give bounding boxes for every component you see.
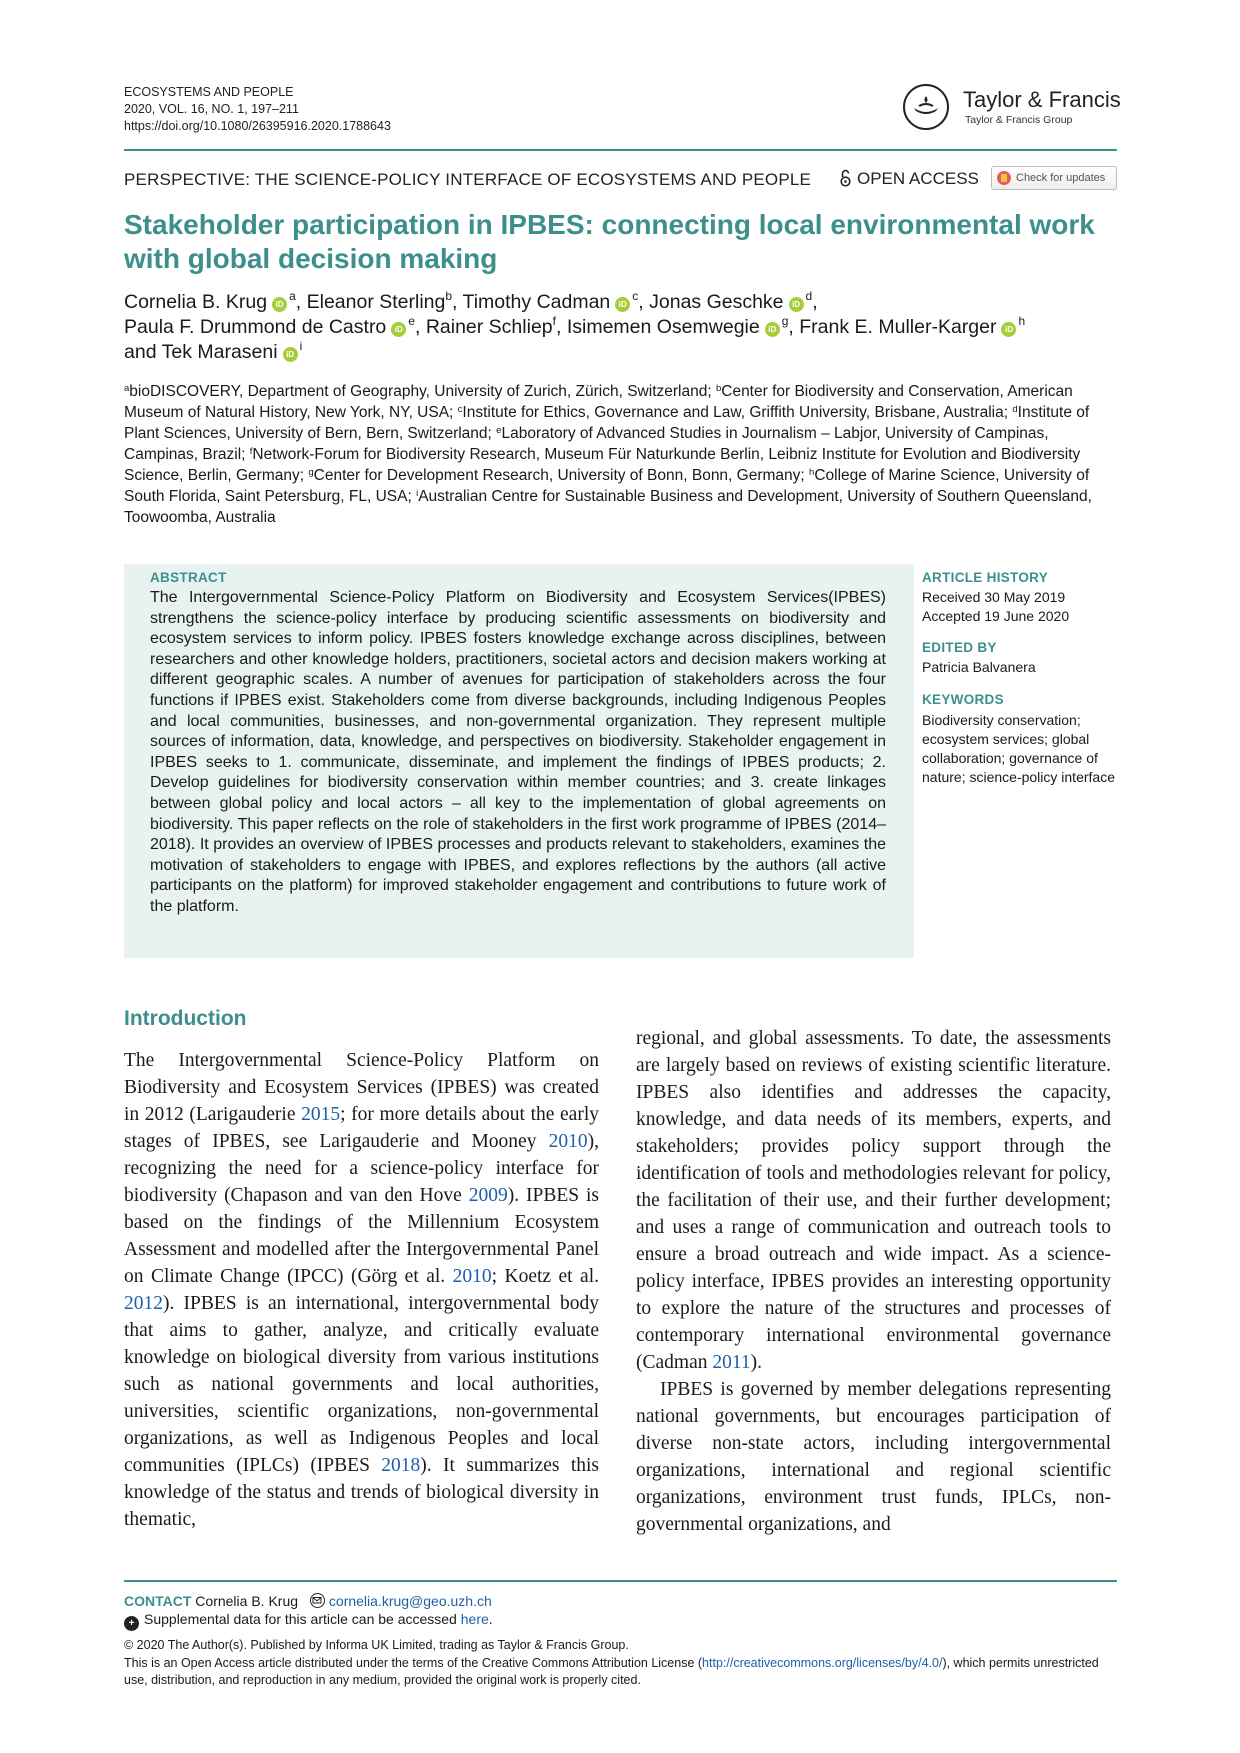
journal-doi[interactable]: https://doi.org/10.1080/26395916.2020.1788643 <box>124 119 391 133</box>
author-name: Frank E. Muller-Karger <box>799 316 997 338</box>
supplemental-line <box>124 1610 493 1631</box>
intro-paragraph-2: IPBES is governed by member delegations representing national governments, but encourages participation of diverse non-state actors, including intergovernmental organizations, international and regional scientific organizations, environment trust funds, IPLCs, non-governmental organizations, and <box>636 1379 1111 1535</box>
affiliation-marker: b <box>715 383 722 394</box>
journal-name: ECOSYSTEMS AND PEOPLE <box>124 85 294 99</box>
copyright-notice: © 2020 The Author(s). Published by Informa UK Limited, trading as Taylor & Francis Group. <box>124 1638 629 1652</box>
lamp-icon <box>903 84 949 130</box>
open-lock-icon <box>840 169 851 187</box>
orcid-icon[interactable]: iD <box>789 297 804 312</box>
body-text: ). It summarizes this knowledge of the status and trends of biological diversity in thematic, <box>124 1455 600 1530</box>
author-affiliation-marker: i <box>299 339 303 353</box>
author-affiliation-marker: g <box>781 314 789 328</box>
author-list: Cornelia B. Krug $iD^a$, Eleanor Sterling$^b$, Timothy Cadman $iD^c$, Jonas Geschke $iD^d$, Paula F. Drummond de Castro $iD^e$, Rainer Schliep$^f$, Isimemen Osemwegie $iD^g$, Frank E. Muller-Karger $iD^h$ and Tek Maraseni $iD^i$ <box>124 289 1026 363</box>
keywords-heading: KEYWORDS <box>922 692 1004 707</box>
publisher-group: Taylor & Francis Group <box>965 114 1073 126</box>
contact-label: CONTACT <box>124 1593 192 1609</box>
edited-by-heading: EDITED BY <box>922 640 997 655</box>
body-text: ). IPBES is based on the findings of the Millennium Ecosystem Assessment and modelled after the Intergovernmental Panel on Climate Change (IPCC) (Görg et al. <box>124 1185 599 1287</box>
orcid-icon[interactable]: iD <box>1001 322 1016 337</box>
license-text-end: ), which permits unrestricted use, distribution, and reproduction in any medium, provided the original work is properly cited. <box>124 1656 1099 1687</box>
citation-link[interactable]: 2009 <box>468 1185 508 1206</box>
journal-info <box>124 84 391 135</box>
check-for-updates-button[interactable] <box>991 166 1117 190</box>
affiliation-marker: c <box>457 404 463 415</box>
section-label: PERSPECTIVE: THE SCIENCE-POLICY INTERFACE OF ECOSYSTEMS AND PEOPLE <box>124 170 812 189</box>
intro-paragraph-1-continued <box>636 1025 1111 1376</box>
body-text: ; for more details about the early stages of IPBES, see Larigauderie and Mooney <box>124 1104 599 1152</box>
abstract-text: The Intergovernmental Science-Policy Platform on Biodiversity and Ecosystem Services(IPBES) strengthens the science-policy interface by producing scientific assessments on biodiversity and ecosystem services to inform policy. IPBES fosters knowledge exchange across disciplines, between researchers and other knowledge holders, practitioners, societal actors and decision makers working at different geographic scales. A number of avenues for participation of stakeholders across the four functions if IPBES exist. Stakeholders come from diverse backgrounds, including Indigenous Peoples and local communities, businesses, and non-governmental organization. They represent multiple sources of information, data, knowledge, and perspectives on biodiversity. Stakeholder engagement in IPBES seeks to 1. communicate, disseminate, and implement the findings of IPBES products; 2. Develop guidelines for biodiversity conservation within member countries; and 3. create linkages between global policy and local actors – all key to the implementation of global agreements on biodiversity. This paper reflects on the role of stakeholders in the first work programme of IPBES (2014–2018). It provides an overview of IPBES processes and products relevant to stakeholders, examines the motivation of stakeholders to engage with IPBES, and explores reflections by the authors (all active participants on the platform) for improved stakeholder engagement and contributions to future work of the platform. <box>150 589 886 915</box>
affiliation-text: Center for Biodiversity and Conservation, American Museum of Natural History, New York, NY, USA; <box>124 383 1073 421</box>
journal-issue: 2020, VOL. 16, NO. 1, 197–211 <box>124 102 299 116</box>
author-affiliation-marker: f <box>552 314 556 328</box>
body-text: The Intergovernmental Science-Policy Platform on Biodiversity and Ecosystem Services (IPBES) was created in 2012 (Larigauderie <box>124 1050 599 1125</box>
keywords-list: Biodiversity conservation; ecosystem services; global collaboration; governance of nature; science-policy interface <box>922 712 1115 785</box>
author-name: Rainer Schliep <box>425 316 553 338</box>
publisher-name: Taylor & Francis <box>963 87 1121 112</box>
author-name: Tek Maraseni <box>161 341 278 363</box>
accepted-date: Accepted 19 June 2020 <box>922 608 1070 624</box>
affiliation-marker: g <box>308 467 314 478</box>
body-text: ). <box>750 1352 763 1373</box>
body-text: ; Koetz et al. <box>491 1266 599 1287</box>
affiliation-marker: e <box>496 425 502 436</box>
citation-link[interactable]: 2012 <box>124 1293 163 1314</box>
article-history-heading: ARTICLE HISTORY <box>922 570 1049 585</box>
orcid-icon[interactable]: iD <box>765 322 780 337</box>
affiliation-text: Network-Forum for Biodiversity Research, Museum Für Naturkunde Berlin, Leibniz Institute for Evolution and Biodiversity Science, Berlin, Germany; <box>124 446 1081 484</box>
supplemental-icon: + <box>124 1616 139 1631</box>
author-affiliation-marker: h <box>1018 314 1026 328</box>
citation-link[interactable]: 2011 <box>712 1352 751 1373</box>
editor-name: Patricia Balvanera <box>922 659 1036 675</box>
affiliation-marker: h <box>809 467 815 478</box>
open-access-text: OPEN ACCESS <box>857 169 979 188</box>
orcid-icon[interactable]: iD <box>283 347 298 362</box>
citation-link[interactable]: 2010 <box>548 1131 588 1152</box>
introduction-heading: Introduction <box>124 1007 247 1030</box>
contact-line <box>124 1592 492 1611</box>
affiliation-text: bioDISCOVERY, Department of Geography, University of Zurich, Zürich, Switzerland; <box>129 383 716 400</box>
author-affiliation-marker: a <box>289 289 296 303</box>
affiliation-marker: f <box>249 446 253 457</box>
citation-link[interactable]: 2010 <box>452 1266 492 1287</box>
affiliation-text: College of Marine Science, University of South Florida, Saint Petersburg, FL, USA; <box>124 467 1090 505</box>
footer-divider <box>124 1580 1117 1582</box>
orcid-icon[interactable]: iD <box>272 297 287 312</box>
orcid-icon[interactable]: iD <box>391 322 406 337</box>
license-text-start: This is an Open Access article distributed under the terms of the Creative Commons Attribution License ( <box>124 1656 703 1670</box>
supplemental-text: Supplemental data for this article can be accessed <box>144 1611 461 1627</box>
author-name: Cornelia B. Krug <box>124 291 268 313</box>
received-date: Received 30 May 2019 <box>922 589 1066 605</box>
email-icon <box>310 1593 325 1608</box>
author-name: Timothy Cadman <box>462 291 611 313</box>
affiliation-text: Laboratory of Advanced Studies in Journalism – Labjor, University of Campinas, Campinas, Brazil; <box>124 425 1049 463</box>
affiliation-text: Center for Development Research, University of Bonn, Bonn, Germany; <box>313 467 810 484</box>
body-text: ), recognizing the need for a science-policy interface for biodiversity (Chapason and van den Hove <box>124 1131 599 1206</box>
body-column-left <box>124 1047 599 1533</box>
affiliations <box>124 381 1124 528</box>
body-text: ). IPBES is an international, intergovernmental body that aims to gather, analyze, and critically evaluate knowledge on biological diversity from various institutions such as national governments and local authorities, universities, scientific organizations, non-governmental organizations, as well as Indigenous Peoples and local communities (IPLCs) (IPBES <box>124 1293 599 1476</box>
publisher-logo[interactable] <box>903 84 1123 136</box>
contact-name: Cornelia B. Krug <box>195 1593 299 1609</box>
affiliation-text: Institute for Ethics, Governance and Law, Griffith University, Brisbane, Australia; <box>462 404 1013 421</box>
intro-paragraph-1 <box>124 1047 599 1533</box>
contact-email-link[interactable]: cornelia.krug@geo.uzh.ch <box>328 1593 492 1609</box>
crossmark-icon <box>997 171 1011 185</box>
author-name: Isimemen Osemwegie <box>566 316 760 338</box>
body-column-right <box>636 1025 1111 1538</box>
citation-link[interactable]: 2015 <box>301 1104 341 1125</box>
orcid-icon[interactable]: iD <box>615 297 630 312</box>
affiliation-marker: a <box>124 383 130 394</box>
affiliation-text: Australian Centre for Sustainable Business and Development, University of Southern Queensland, Toowoomba, Australia <box>124 488 1092 526</box>
body-text: regional, and global assessments. To date, the assessments are largely based on reviews of existing scientific literature. IPBES also identifies and addresses the capacity, knowledge, and data needs of its members, experts, and stakeholders; provides policy support through the identification of tools and methodologies relevant for policy, the facilitation of their use, and their further development; and uses a range of communication and outreach tools to ensure a broad outreach and wide impact. As a science-policy interface, IPBES provides an interesting opportunity to explore the nature of the structures and processes of contemporary international environmental governance (Cadman <box>636 1028 1111 1373</box>
affiliation-marker: i <box>416 488 419 499</box>
author-affiliation-marker: b <box>445 289 453 303</box>
author-affiliation-marker: d <box>805 289 813 303</box>
license-link[interactable]: http://creativecommons.org/licenses/by/4.0/ <box>702 1656 943 1670</box>
license-notice <box>124 1655 1124 1688</box>
author-affiliation-marker: e <box>408 314 415 328</box>
affiliation-text: Institute of Plant Sciences, University of Bern, Bern, Switzerland; <box>124 404 1090 442</box>
supplemental-link[interactable]: here <box>460 1611 489 1627</box>
author-name: Paula F. Drummond de Castro <box>124 316 387 338</box>
header-divider <box>124 149 1117 151</box>
author-name: Jonas Geschke <box>649 291 784 313</box>
affiliation-marker: d <box>1012 404 1018 415</box>
abstract-heading: ABSTRACT <box>150 570 227 585</box>
supplemental-end: . <box>488 1611 493 1627</box>
citation-link[interactable]: 2018 <box>381 1455 421 1476</box>
check-updates-label: Check for updates <box>1016 172 1106 184</box>
article-title: Stakeholder participation in IPBES: connecting local environmental work with global decision making <box>124 209 1095 274</box>
open-access-label <box>840 169 979 189</box>
author-affiliation-marker: c <box>632 289 639 303</box>
author-name: Eleanor Sterling <box>306 291 446 313</box>
